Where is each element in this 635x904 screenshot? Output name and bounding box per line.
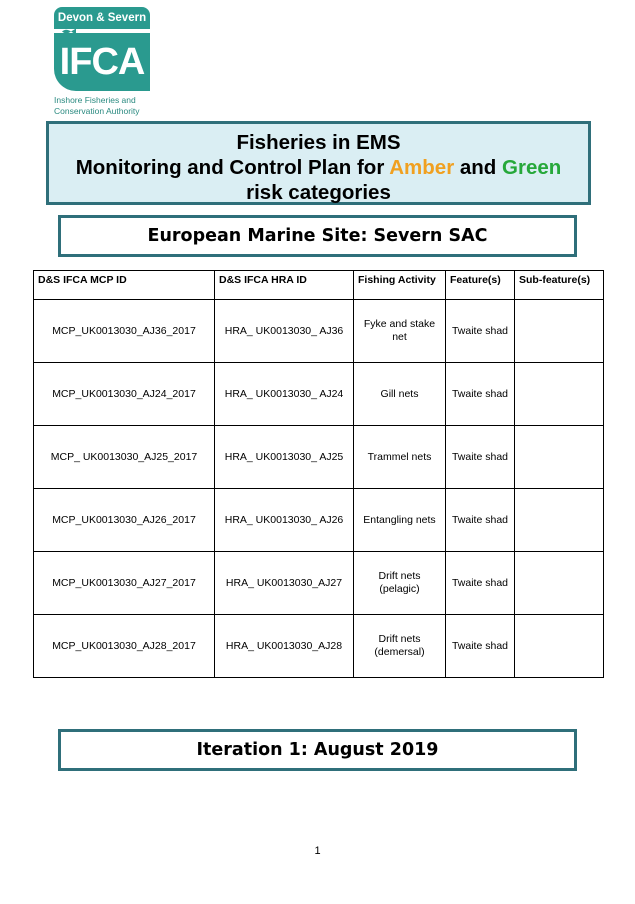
header-mcp-id: D&S IFCA MCP ID xyxy=(34,271,215,300)
cell-activity: Entangling nets xyxy=(354,489,446,552)
cell-feature: Twaite shad xyxy=(446,489,515,552)
cell-hra-id: HRA_ UK0013030_ AJ25 xyxy=(215,426,354,489)
cell-feature: Twaite shad xyxy=(446,300,515,363)
cell-feature: Twaite shad xyxy=(446,363,515,426)
cell-sub-feature xyxy=(515,489,604,552)
cell-hra-id: HRA_ UK0013030_ AJ36 xyxy=(215,300,354,363)
cell-mcp-id: MCP_ UK0013030_AJ25_2017 xyxy=(34,426,215,489)
cell-hra-id: HRA_ UK0013030_ AJ26 xyxy=(215,489,354,552)
cell-mcp-id: MCP_UK0013030_AJ36_2017 xyxy=(34,300,215,363)
cell-feature: Twaite shad xyxy=(446,615,515,678)
table-row xyxy=(34,552,604,615)
cell-activity: Drift nets (demersal) xyxy=(354,615,446,678)
header-fishing-activity: Fishing Activity xyxy=(354,271,446,300)
cell-hra-id: HRA_ UK0013030_AJ27 xyxy=(215,552,354,615)
header-hra-id: D&S IFCA HRA ID xyxy=(215,271,354,300)
cell-mcp-id: MCP_UK0013030_AJ24_2017 xyxy=(34,363,215,426)
table-header-row xyxy=(34,271,604,300)
cell-activity: Trammel nets xyxy=(354,426,446,489)
cell-hra-id: HRA_ UK0013030_ AJ24 xyxy=(215,363,354,426)
amber-word: Amber xyxy=(389,156,455,179)
document-title xyxy=(46,121,591,205)
cell-mcp-id: MCP_UK0013030_AJ26_2017 xyxy=(34,489,215,552)
table-row xyxy=(34,615,604,678)
mcp-table xyxy=(33,270,604,678)
cell-mcp-id: MCP_UK0013030_AJ28_2017 xyxy=(34,615,215,678)
cell-feature: Twaite shad xyxy=(446,426,515,489)
title-line2: Monitoring and Control Plan for Amber and Green xyxy=(75,156,562,179)
cell-sub-feature xyxy=(515,363,604,426)
title-line3: risk categories xyxy=(246,181,391,204)
green-word: Green xyxy=(502,156,562,179)
header-features: Feature(s) xyxy=(446,271,515,300)
cell-mcp-id: MCP_UK0013030_AJ27_2017 xyxy=(34,552,215,615)
logo-top-text: Devon & Severn xyxy=(54,7,150,29)
cell-sub-feature xyxy=(515,426,604,489)
ifca-logo xyxy=(54,7,154,115)
cell-sub-feature xyxy=(515,300,604,363)
title-line1: Fisheries in EMS xyxy=(236,131,401,154)
cell-feature: Twaite shad xyxy=(446,552,515,615)
iteration-heading: Iteration 1: August 2019 xyxy=(58,729,577,771)
logo-main-text: IFCA xyxy=(54,33,150,91)
cell-activity: Drift nets (pelagic) xyxy=(354,552,446,615)
cell-hra-id: HRA_ UK0013030_AJ28 xyxy=(215,615,354,678)
header-sub-features: Sub-feature(s) xyxy=(515,271,604,300)
site-heading: European Marine Site: Severn SAC xyxy=(58,215,577,257)
table-row xyxy=(34,489,604,552)
cell-activity: Fyke and stake net xyxy=(354,300,446,363)
logo-subtitle: Inshore Fisheries and Conservation Authority xyxy=(54,95,140,116)
table-row xyxy=(34,363,604,426)
table-row xyxy=(34,300,604,363)
cell-activity: Gill nets xyxy=(354,363,446,426)
page-number: 1 xyxy=(314,845,321,857)
cell-sub-feature xyxy=(515,615,604,678)
cell-sub-feature xyxy=(515,552,604,615)
table-row xyxy=(34,426,604,489)
